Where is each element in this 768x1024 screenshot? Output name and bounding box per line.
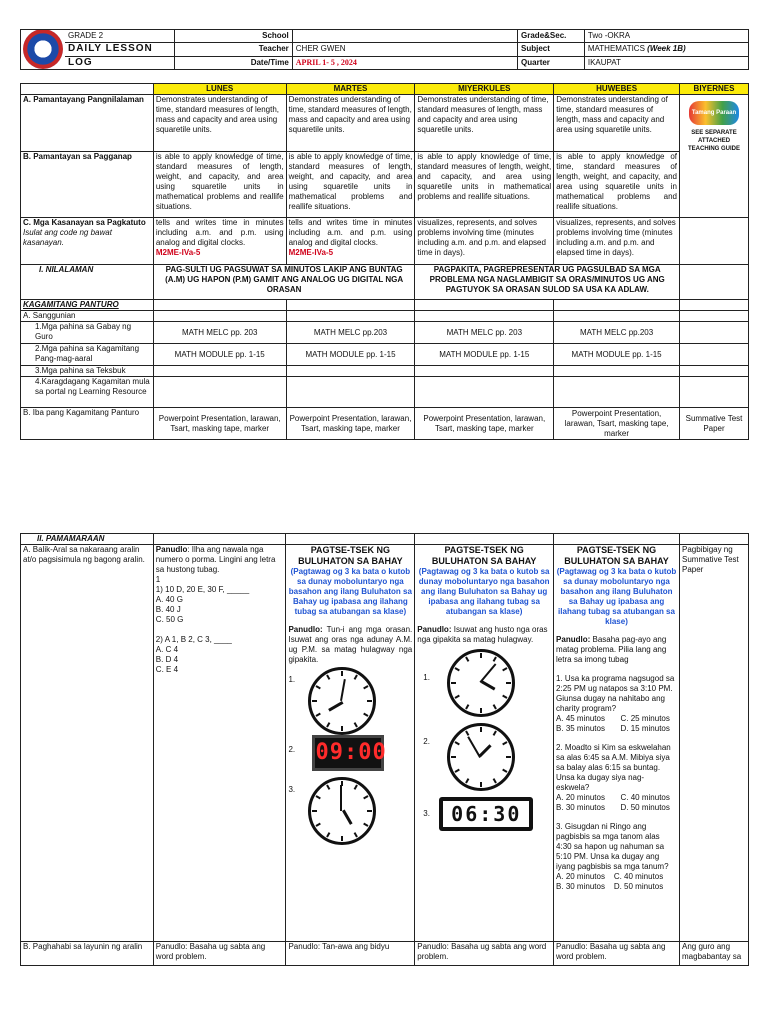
performance-standard-thu: is able to apply knowledge of time, standard measures of length, weight, and capacity, and area using squaretile units in mathematical problems and reallife situations. (554, 152, 680, 218)
empty-cell (680, 366, 749, 377)
clock-tick (364, 795, 369, 799)
analog-clock-icon (308, 667, 376, 735)
competency-tue: tells and writes time in minutes including a.m. and p.m. using analog and digital clocks. M2ME-IVa-5 (286, 218, 415, 265)
row-label-kasanayan: C. Mga Kasanayan sa Pagkatuto Isulat ang code ng bawat kasanayan. (21, 218, 154, 265)
dll-title-2: LOG (65, 56, 175, 69)
materials-fri: Summative Test Paper (680, 408, 749, 440)
content-standard-mon: Demonstrates understanding of time, standard measures of length, mass and capacity and area using squaretile units. (153, 95, 286, 152)
review-tue: PAGTSE-TSEK NG BULUHATON SA BAHAY (Pagtawag og 3 ka bata o kutob sa dunay moboluntaryo nga basahon ang ilang Buluhaton sa Bahay ug ipabasa ang ilahang tubag sa atubangan sa klase) Panudlo: Tun-i ang mga orasan. Isuwat ang oras nga adunay A.M. ug P.M. sa matag hulagway nga gipakita. 1. 2. 09:00 3. (286, 545, 415, 942)
clock-tick (493, 704, 497, 709)
date-value: APRIL 1- 5 , 2024 (292, 56, 517, 69)
empty-cell (153, 366, 286, 377)
performance-standard-tue: is able to apply knowledge of time, standard measures of length, weight, and capacity, and area using squaretile units in mathematical problems and reallife situations. (286, 152, 415, 218)
empty-cell (415, 377, 554, 408)
empty-cell (680, 322, 749, 344)
clock-tick (455, 769, 460, 773)
friday-guide-cell (680, 95, 749, 218)
clock-tick (451, 756, 456, 758)
item-number: 2. (288, 745, 296, 754)
empty-cell (554, 377, 680, 408)
empty-cell (554, 366, 680, 377)
layunin-thu: Panudlo: Basaha ug sabta ang word problem. (554, 942, 680, 966)
digital-clock-icon: 06:30 (439, 797, 533, 831)
row-label-pamantayang-pangnilalaman: A. Pamantayang Pangnilalaman (21, 95, 154, 152)
competency-thu: visualizes, represents, and solves problems involving time (minutes including a.m. and p.m. and elapsed time in days). (554, 218, 680, 265)
clock-tick (312, 810, 317, 812)
item-number: 1. (288, 675, 296, 684)
row-label-paghahabi: B. Paghahabi sa layunin ng aralin (21, 942, 154, 966)
clock-tick (341, 836, 343, 841)
day-tuesday: MARTES (286, 84, 415, 95)
review-fri: Pagbibigay ng Summative Test Paper (680, 545, 749, 942)
deped-seal-icon (23, 30, 63, 70)
clock-tick (312, 700, 317, 702)
empty-cell (554, 534, 680, 545)
quarter-label: Quarter (518, 56, 585, 69)
empty-cell (415, 311, 554, 322)
corner-cell (21, 84, 154, 95)
row-label-karagdagang-kagamitan: 4.Karagdagang Kagamitan mula sa portal ng Learning Resource (21, 377, 154, 408)
clock-tick (451, 682, 456, 684)
empty-cell (415, 300, 554, 311)
clock-tick (341, 781, 343, 786)
empty-cell (286, 366, 415, 377)
empty-cell (680, 311, 749, 322)
clock-tick (455, 741, 460, 745)
empty-cell (680, 534, 749, 545)
row-label-kagamitan: KAGAMITANG PANTURO (21, 300, 154, 311)
nilalaman-fri (680, 265, 749, 300)
clock-tick (480, 653, 482, 658)
performance-standard-mon: is able to apply knowledge of time, standard measures of length, weight, and capacity, and area using squaretile units in mathematical problems and reallife situations. (153, 152, 286, 218)
row-label-gabay-guro: 1.Mga pahina sa Gabay ng Guro (21, 322, 154, 344)
empty-cell (554, 311, 680, 322)
item-number: 3. (423, 809, 430, 818)
gradesec-label: Grade&Sec. (518, 30, 585, 43)
nilalaman-mon-tue: PAG-SULTI UG PAGSUWAT SA MINUTOS LAKIP ANG BUNTAG (A.M) UG HAPON (P.M) GAMIT ANG ANALOG UG DIGITAL NGA ORASAN (153, 265, 415, 300)
clock-tick (327, 675, 331, 680)
lesson-table-2 (20, 533, 749, 966)
layunin-tue: Panudlo: Tan-awa ang bidyu (286, 942, 415, 966)
empty-cell (286, 300, 415, 311)
day-friday: BIYERNES (680, 84, 749, 95)
clock-tick (327, 722, 331, 727)
grade-cell: GRADE 2 (65, 30, 175, 43)
clock-tick (506, 756, 511, 758)
row-label-pamantayan-sa-pagganap: B. Pamantayan sa Pagganap (21, 152, 154, 218)
melc-mon: MATH MELC pp. 203 (153, 322, 286, 344)
row-label-nilalaman: I. NILALAMAN (21, 265, 154, 300)
layunin-wed: Panudlo: Basaha ug sabta ang word problem. (415, 942, 554, 966)
empty-cell (415, 534, 554, 545)
clock-tick (493, 778, 497, 783)
header-table (20, 29, 749, 70)
row-label-balik-aral: A. Balik-Aral sa nakaraang aralin at/o pagsisimula ng bagong aralin. (21, 545, 154, 942)
school-value (292, 30, 517, 43)
friday-logo-icon: Tamang Paraan (689, 101, 739, 125)
clock-tick (364, 685, 369, 689)
seal-cell (21, 30, 65, 70)
analog-clock-icon (447, 723, 515, 791)
analog-clock-icon (447, 649, 515, 717)
row-label-pamamaraan: II. PAMAMARAAN (21, 534, 154, 545)
clock-tick (502, 769, 507, 773)
analog-clock-icon (308, 777, 376, 845)
clock-tick (364, 713, 369, 717)
materials-mon: Powerpoint Presentation, larawan, Tsart, masking tape, marker (153, 408, 286, 440)
empty-cell (153, 377, 286, 408)
clock-tick (502, 741, 507, 745)
nilalaman-wed-thu: PAGPAKITA, PAGREPRESENTAR UG PAGSULBAD SA MGA PROBLEMA NGA NAGLAMBIGIT SA ORAS/MINUTOS UG ANG PAGTUYOK SA ORASAN SULOD SA USA KA ADLAW. (415, 265, 680, 300)
clock-tick (480, 708, 482, 713)
empty-cell (153, 311, 286, 322)
teacher-value: CHER GWEN (292, 43, 517, 56)
item-number: 1. (423, 673, 430, 682)
row-label-iba-pang-kagamitan: B. Iba pang Kagamitang Panturo (21, 408, 154, 440)
row-label-sanggunian: A. Sanggunian (21, 311, 154, 322)
lesson-table-1 (20, 83, 749, 440)
clock-tick (316, 713, 321, 717)
teacher-label: Teacher (175, 43, 292, 56)
review-thu: PAGTSE-TSEK NG BULUHATON SA BAHAY (Pagtawag og 3 ka bata o kutob sa dunay moboluntaryo nga basahon ang ilang Buluhaton sa Bahay ug ipabasa ang ilahang tubag sa atubangan sa klase) Panudlo: Basaha pag-ayo ang matag problema. Pilia lang ang letra sa imong tubag 1. Usa ka programa nagsugod sa 2:25 PM ug natapos sa 3:10 PM. Giunsa dugay na nahitabo ang charity program? A. 45 minutos C. 25 minutos B. 35 minutos D. 15 minutos 2. Moadto si Kim sa eskwelahan sa alas 6:45 sa A.M. Mibiya siya sa balay alas 6:15 sa buntag. Unsa ka dugay siya nag-eskwela? A. 20 minutos C. 40 minutos B. 30 minutos D. 50 minutos 3. Gisugdan ni Ringo ang pagbisbis sa mga tanom alas 4:30 sa hapon ug nahuman sa 5:10 PM. Unsa ka dugay ang iyang pagbisbis sa mga tanum? A. 20 minutos C. 40 minutos B. 30 minutos D. 50 minutos (554, 545, 680, 942)
layunin-mon: Panudlo: Basaha ug sabta ang word problem. (153, 942, 286, 966)
clock-tick (341, 671, 343, 676)
layunin-fri: Ang guro ang magbabantay sa (680, 942, 749, 966)
empty-cell (153, 300, 286, 311)
competency-wed: visualizes, represents, and solves problems involving time (minutes including a.m. and p.m. and elapsed time in days). (415, 218, 554, 265)
review-wed: PAGTSE-TSEK NG BULUHATON SA BAHAY (Pagtawag og 3 ka bata o kutob sa dunay moboluntaryo nga basahon ang ilang Buluhaton sa Bahay ug ipabasa ang ilahang tubag sa atubangan sa klase) Panudlo: Isuwat ang husto nga oras nga gipakita sa matag hulagway. 1. 2. 3. 06:30 (415, 545, 554, 942)
clock-tick (493, 731, 497, 736)
melc-thu: MATH MELC pp.203 (554, 322, 680, 344)
clock-tick (502, 695, 507, 699)
clock-tick (364, 823, 369, 827)
empty-cell (554, 300, 680, 311)
module-wed: MATH MODULE pp. 1-15 (415, 344, 554, 366)
dll-title-1: DAILY LESSON (65, 43, 175, 56)
empty-cell (286, 311, 415, 322)
gradesec-value: Two -OKRA (584, 30, 748, 43)
empty-cell (153, 534, 286, 545)
row-label-kagamitang-mag-aaral: 2.Mga pahina sa Kagamitang Pang-mag-aaral (21, 344, 154, 366)
content-standard-wed: Demonstrates understanding of time, standard measures of length, mass and capacity and area using squaretile units. (415, 95, 554, 152)
competency-mon: tells and writes time in minutes including a.m. and p.m. using analog and digital clocks. M2ME-IVa-5 (153, 218, 286, 265)
friday-guide-note: SEE SEPARATE ATTACHED TEACHING GUIDE (687, 130, 740, 152)
day-wednesday: MIYERKULES (415, 84, 554, 95)
empty-cell (680, 344, 749, 366)
item-number: 2. (423, 737, 430, 746)
empty-cell (286, 534, 415, 545)
school-label: School (175, 30, 292, 43)
clock-tick (367, 700, 372, 702)
subject-value: MATHEMATICS (Week 1B) (584, 43, 748, 56)
competency-fri (680, 218, 749, 265)
clock-tick (327, 785, 331, 790)
empty-cell (680, 300, 749, 311)
clock-tick (316, 823, 321, 827)
clock-tick (341, 726, 343, 731)
materials-wed: Powerpoint Presentation, larawan, Tsart, masking tape, marker (415, 408, 554, 440)
review-mon: Panudlo: Ilha ang nawala nga numero o porma. Lingini ang letra sa hustong tubag. 1 1) 10 D, 20 E, 30 F, _____ A. 40 G B. 40 J C. 50 G 2) A 1, B 2, C 3, ____ A. C 4 B. D 4 C. E 4 (153, 545, 286, 942)
materials-tue: Powerpoint Presentation, larawan, Tsart, masking tape, marker (286, 408, 415, 440)
clock-tick (465, 657, 469, 662)
clock-tick (480, 727, 482, 732)
melc-tue: MATH MELC pp.203 (286, 322, 415, 344)
performance-standard-wed: is able to apply knowledge of time, standard measures of length, weight, and capacity, and area using squaretile units in mathematical problems and reallife situations. (415, 152, 554, 218)
module-thu: MATH MODULE pp. 1-15 (554, 344, 680, 366)
clock-tick (354, 675, 358, 680)
clock-tick (480, 782, 482, 787)
quarter-value: IKAUPAT (584, 56, 748, 69)
empty-cell (680, 377, 749, 408)
clock-tick (455, 667, 460, 671)
day-monday: LUNES (153, 84, 286, 95)
clock-tick (455, 695, 460, 699)
item-number: 3. (288, 785, 296, 794)
clock-tick (354, 832, 358, 837)
clock-tick (354, 785, 358, 790)
content-standard-thu: Demonstrates understanding of time, standard measures of length, mass and capacity and area using squaretile units. (554, 95, 680, 152)
content-standard-tue: Demonstrates understanding of time, standard measures of length, mass and capacity and area using squaretile units. (286, 95, 415, 152)
digital-clock-icon: 09:00 (312, 735, 384, 771)
clock-tick (465, 731, 469, 736)
day-thursday: HUWEBES (554, 84, 680, 95)
clock-tick (465, 704, 469, 709)
row-label-teksbuk: 3.Mga pahina sa Teksbuk (21, 366, 154, 377)
clock-tick (465, 778, 469, 783)
date-label: Date/Time (175, 56, 292, 69)
empty-cell (286, 377, 415, 408)
materials-thu: Powerpoint Presentation, larawan, Tsart, masking tape, marker (554, 408, 680, 440)
clock-tick (367, 810, 372, 812)
clock-tick (493, 657, 497, 662)
clock-tick (502, 667, 507, 671)
clock-tick (354, 722, 358, 727)
module-tue: MATH MODULE pp. 1-15 (286, 344, 415, 366)
clock-tick (316, 685, 321, 689)
subject-label: Subject (518, 43, 585, 56)
clock-tick (327, 832, 331, 837)
empty-cell (415, 366, 554, 377)
melc-wed: MATH MELC pp. 203 (415, 322, 554, 344)
clock-tick (506, 682, 511, 684)
clock-tick (316, 795, 321, 799)
module-mon: MATH MODULE pp. 1-15 (153, 344, 286, 366)
